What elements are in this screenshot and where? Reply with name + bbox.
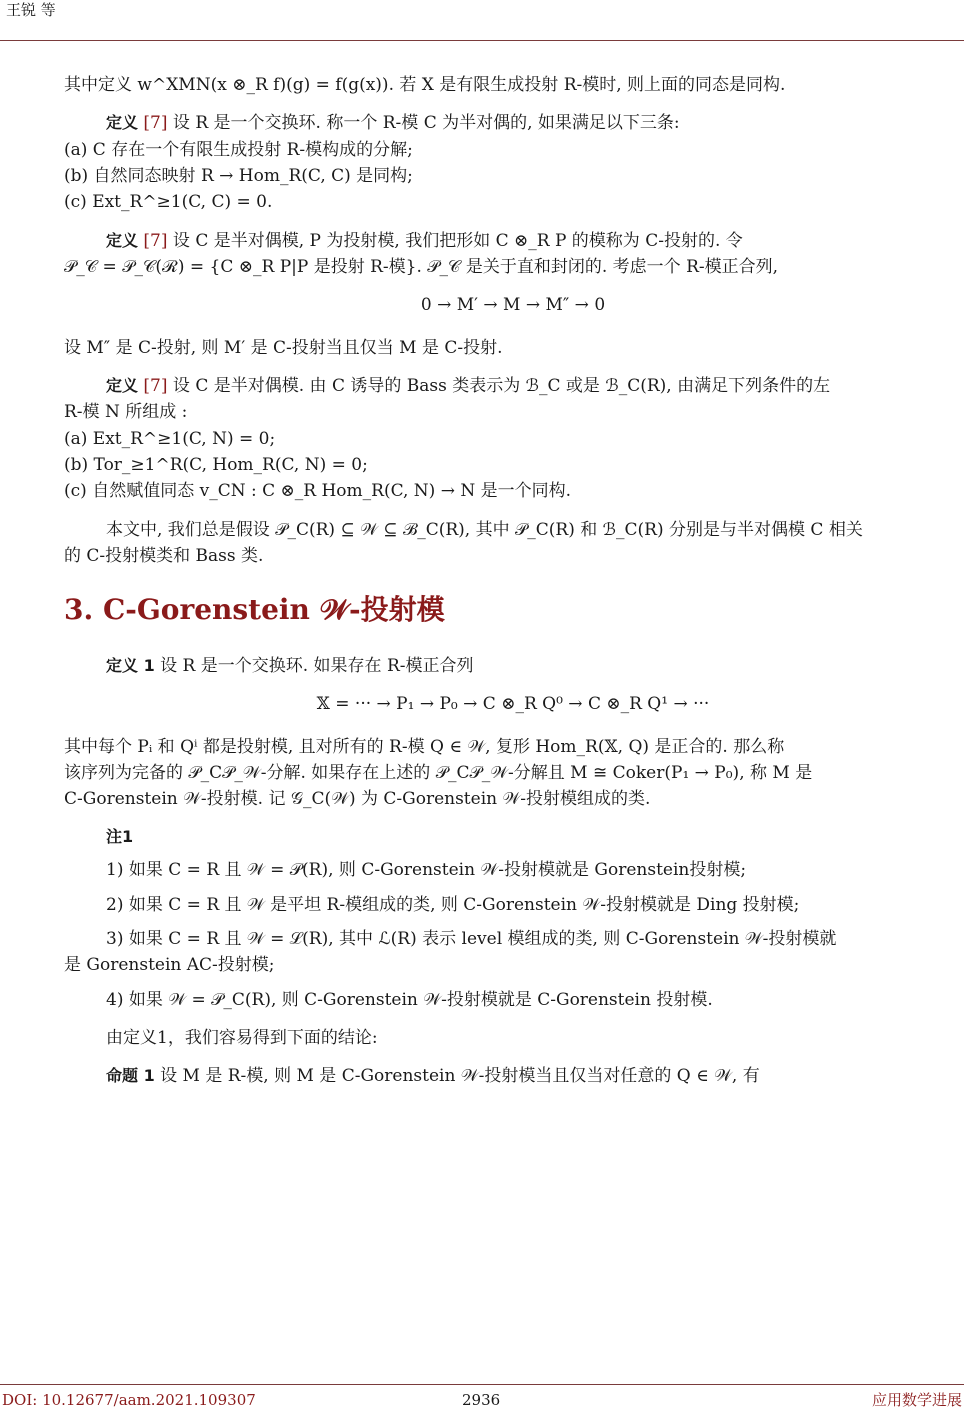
condition-b: (b) Tor_≥1^R(C, Hom_R(C, N) = 0; [64, 455, 368, 476]
definition-text: 设 C 是半对偶模, P 为投射模, 我们把形如 C ⊗_R P 的模称为 C-投射的. 令 [172, 230, 743, 251]
remark-label: 注1 [106, 826, 134, 846]
condition-a: (a) C 存在一个有限生成投射 R-模构成的分解; [64, 139, 413, 160]
remark-item: 2) 如果 C = R 且 𝒲 是平坦 R-模组成的类, 则 C-Gorenstein 𝒲-投射模就是 Ding 投射模; [106, 894, 800, 915]
paragraph-conclusion-intro: 由定义1，我们容易得到下面的结论: [106, 1028, 378, 1049]
definition-text: 设 R 是一个交换环. 称一个 R-模 C 为半对偶的, 如果满足以下三条: [172, 113, 680, 134]
proposition-1 [64, 1063, 962, 1089]
condition-c: (c) 自然赋值同态 v_CN : C ⊗_R Hom_R(C, N) → N 是一个同构. [64, 481, 572, 502]
remark-item: 3) 如果 C = R 且 𝒲 = ℒ(R), 其中 ℒ(R) 表示 level 模组成的类, 则 C-Gorenstein 𝒲-投射模就 [106, 929, 837, 950]
remark-item: 1) 如果 C = R 且 𝒲 = 𝒫(R), 则 C-Gorenstein 𝒲-投射模就是 Gorenstein投射模; [106, 860, 747, 881]
definition-text: 设 C 是半对偶模. 由 C 诱导的 Bass 类表示为 ℬ_C 或是 ℬ_C(R), 由满足下列条件的左 [172, 376, 831, 397]
remark-item-cont: 是 Gorenstein AC-投射模; [64, 955, 275, 976]
doi-link[interactable]: DOI: 10.12677/aam.2021.109307 [2, 1391, 256, 1409]
definition-bass-class [64, 373, 962, 505]
section-heading: 3. C-Gorenstein 𝒲-投射模 [64, 592, 445, 626]
remark-1 [64, 825, 962, 1014]
definition-text-cont: R-模 N 所组成 : [64, 402, 188, 423]
citation-link[interactable]: [7] [143, 376, 168, 397]
page-footer [0, 1384, 964, 1415]
definition-label: 定义 [106, 376, 139, 396]
definition-label: 定义 1 [106, 655, 155, 675]
page-body [64, 72, 962, 1102]
remark-item: 4) 如果 𝒲 = 𝒫_C(R), 则 C-Gorenstein 𝒲-投射模就是 C-Gorenstein 投射模. [106, 989, 713, 1010]
citation-link[interactable]: [7] [143, 113, 168, 134]
complete-resolution-equation: 𝕏 = ··· → P₁ → P₀ → C ⊗_R Q⁰ → C ⊗_R Q¹ → ··· [316, 694, 710, 715]
definition-c-projective [64, 228, 962, 361]
condition-a: (a) Ext_R^≥1(C, N) = 0; [64, 428, 276, 449]
citation-link[interactable]: [7] [143, 230, 168, 251]
c-projective-statement: 设 M″ 是 C-投射, 则 M′ 是 C-投射当且仅当 M 是 C-投射. [64, 337, 503, 358]
definition-text: 设 R 是一个交换环. 如果存在 R-模正合列 [160, 655, 474, 676]
proposition-text: 设 M 是 R-模, 则 M 是 C-Gorenstein 𝒲-投射模当且仅当对任意的 Q ∈ 𝒲, 有 [160, 1066, 760, 1087]
definition-label: 定义 [106, 113, 139, 133]
exact-sequence-equation: 0 → M′ → M → M″ → 0 [420, 295, 606, 316]
journal-name: 应用数学进展 [871, 1391, 962, 1409]
paragraph-hom-iso: 其中定义 w^XMN(x ⊗_R f)(g) = f(g(x)). 若 X 是有限生成投射 R-模时, 则上面的同态是同构. [64, 75, 786, 95]
page-number: 2936 [462, 1391, 501, 1409]
page-header [0, 0, 964, 41]
condition-b: (b) 自然同态映射 R → Hom_R(C, C) 是同构; [64, 166, 413, 187]
definition-semidual [64, 110, 962, 215]
definition-1: 定义 1 设 R 是一个交换环. 如果存在 R-模正合列 𝕏 = ··· → P₁ → P₀ → C ⊗_R Q⁰ → C ⊗_R Q¹ → ··· 其中每个 Pᵢ 和 Qⁱ 都是投射模, 且对所有的 R-模 Q ∈ 𝒲, 复形 Hom_R(𝕏, Q) 是正合的. 那么称 该序列为完备的 𝒫_C𝒫_𝒲-分解. 如果存在上述的 𝒫_C𝒫_𝒲-分解且 M ≅ Coker(P₁ → P₀), 称 M 是 C-Gorenstein 𝒲-投射模. 记 𝒢_C(𝒲) 为 C-Gorenstein 𝒲-投射模组成的类. [64, 653, 962, 813]
definition-label: 定义 [106, 230, 139, 250]
proposition-label: 命题 1 [106, 1066, 155, 1086]
paragraph-assumption: 本文中, 我们总是假设 𝒫_C(R) ⊆ 𝒲 ⊆ ℬ_C(R), 其中 𝒫_C(R) 和 ℬ_C(R) 分别是与半对偶模 C 相关 的 C-投射模类和 Bass 类. [64, 519, 863, 567]
definition-text-cont: 𝒫_𝒞 = 𝒫_𝒞(ℛ) = {C ⊗_R P|P 是投射 R-模}. 𝒫_𝒞 是关于直和封闭的. 考虑一个 R-模正合列, [64, 257, 779, 278]
condition-c: (c) Ext_R^≥1(C, C) = 0. [64, 192, 273, 213]
running-author: 王锐 等 [6, 1, 56, 19]
